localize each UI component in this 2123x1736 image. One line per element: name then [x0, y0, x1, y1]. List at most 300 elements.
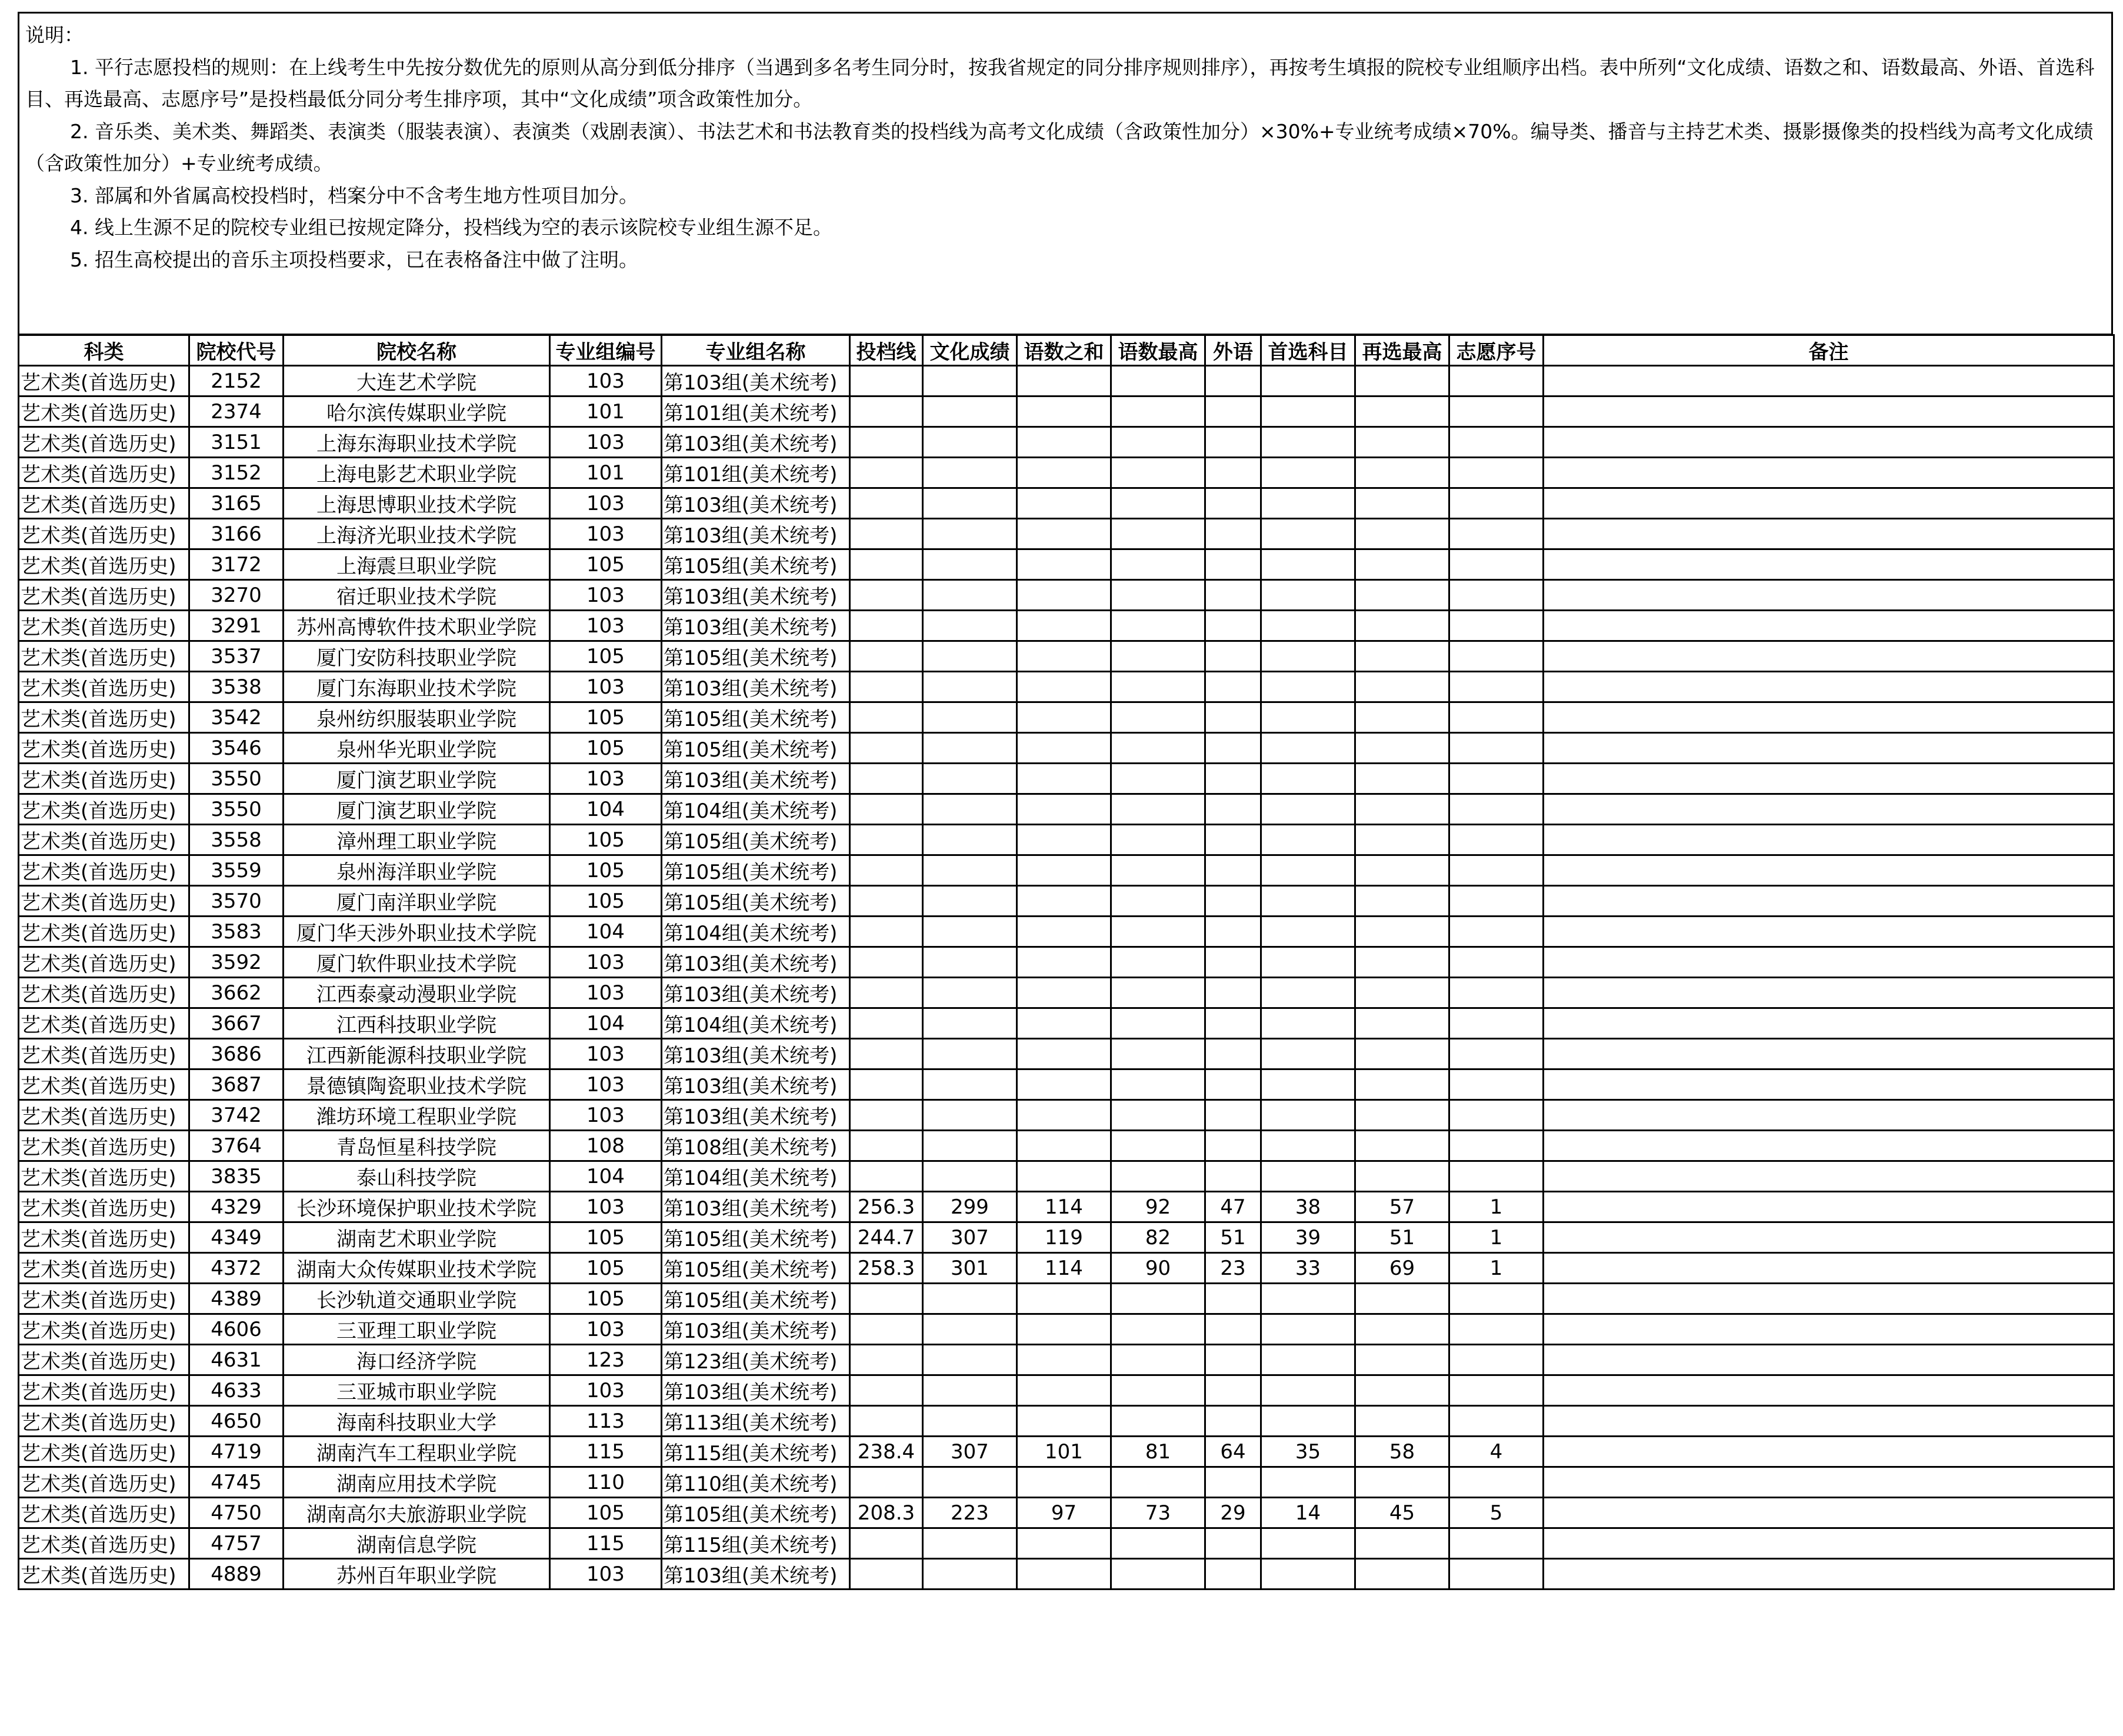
- group-name-cell: 第105组(美术统考): [662, 825, 850, 855]
- english-cell: [1205, 1131, 1261, 1161]
- second-subject-max-cell: [1355, 886, 1449, 917]
- chinese-math-sum-cell: [1017, 1406, 1111, 1437]
- category-cell: 艺术类(首选历史): [19, 733, 189, 764]
- group-code-cell: 105: [550, 1284, 662, 1314]
- school-name-cell: 哈尔滨传媒职业学院: [284, 396, 550, 427]
- culture-score-cell: 307: [923, 1437, 1017, 1467]
- remark-cell: [1544, 1161, 2114, 1192]
- school-name-cell: 江西新能源科技职业学院: [284, 1039, 550, 1069]
- table-row: [19, 733, 2114, 764]
- chinese-math-sum-cell: [1017, 702, 1111, 733]
- choice-order-cell: [1449, 794, 1544, 825]
- english-cell: 64: [1205, 1437, 1261, 1467]
- remark-cell: [1544, 1100, 2114, 1131]
- english-cell: [1205, 794, 1261, 825]
- remark-cell: [1544, 886, 2114, 917]
- culture-score-cell: [923, 1161, 1017, 1192]
- first-subject-cell: [1261, 886, 1355, 917]
- culture-score-cell: [923, 1375, 1017, 1406]
- group-code-cell: 104: [550, 1161, 662, 1192]
- chinese-math-sum-cell: [1017, 672, 1111, 702]
- culture-score-cell: [923, 458, 1017, 488]
- group-name-cell: 第103组(美术统考): [662, 978, 850, 1008]
- second-subject-max-cell: 45: [1355, 1498, 1449, 1528]
- english-cell: [1205, 764, 1261, 794]
- cutoff-score-cell: [850, 580, 923, 611]
- table-row: [19, 1528, 2114, 1559]
- culture-score-cell: 307: [923, 1222, 1017, 1253]
- culture-score-cell: [923, 1467, 1017, 1498]
- col-header: 首选科目: [1261, 335, 1355, 366]
- table-row: [19, 1253, 2114, 1284]
- group-name-cell: 第105组(美术统考): [662, 1284, 850, 1314]
- cutoff-score-cell: [850, 794, 923, 825]
- group-code-cell: 103: [550, 1039, 662, 1069]
- first-subject-cell: 14: [1261, 1498, 1355, 1528]
- choice-order-cell: [1449, 672, 1544, 702]
- group-name-cell: 第103组(美术统考): [662, 611, 850, 641]
- cutoff-score-cell: 256.3: [850, 1192, 923, 1222]
- group-name-cell: 第103组(美术统考): [662, 1559, 850, 1590]
- col-header: 志愿序号: [1449, 335, 1544, 366]
- school-name-cell: 厦门东海职业技术学院: [284, 672, 550, 702]
- chinese-math-sum-cell: [1017, 1069, 1111, 1100]
- school-name-cell: 大连艺术学院: [284, 366, 550, 396]
- remark-cell: [1544, 488, 2114, 519]
- group-name-cell: 第105组(美术统考): [662, 886, 850, 917]
- table-row: [19, 917, 2114, 947]
- english-cell: [1205, 825, 1261, 855]
- english-cell: [1205, 1069, 1261, 1100]
- remark-cell: [1544, 733, 2114, 764]
- cutoff-score-cell: [850, 764, 923, 794]
- table-row: [19, 794, 2114, 825]
- school-code-cell: 3570: [189, 886, 284, 917]
- category-cell: 艺术类(首选历史): [19, 672, 189, 702]
- school-name-cell: 海南科技职业大学: [284, 1406, 550, 1437]
- table-row: [19, 549, 2114, 580]
- culture-score-cell: [923, 1559, 1017, 1590]
- first-subject-cell: [1261, 580, 1355, 611]
- chinese-math-max-cell: [1111, 1345, 1205, 1375]
- school-name-cell: 漳州理工职业学院: [284, 825, 550, 855]
- english-cell: [1205, 611, 1261, 641]
- col-header: 科类: [19, 335, 189, 366]
- category-cell: 艺术类(首选历史): [19, 1498, 189, 1528]
- table-row: [19, 1406, 2114, 1437]
- chinese-math-sum-cell: [1017, 1039, 1111, 1069]
- chinese-math-sum-cell: [1017, 1345, 1111, 1375]
- remark-cell: [1544, 1192, 2114, 1222]
- first-subject-cell: [1261, 488, 1355, 519]
- school-code-cell: 3538: [189, 672, 284, 702]
- school-code-cell: 3687: [189, 1069, 284, 1100]
- choice-order-cell: [1449, 978, 1544, 1008]
- table-row: [19, 427, 2114, 458]
- school-name-cell: 海口经济学院: [284, 1345, 550, 1375]
- culture-score-cell: [923, 549, 1017, 580]
- english-cell: [1205, 1008, 1261, 1039]
- school-name-cell: 宿迁职业技术学院: [284, 580, 550, 611]
- school-code-cell: 4329: [189, 1192, 284, 1222]
- chinese-math-max-cell: [1111, 641, 1205, 672]
- choice-order-cell: [1449, 825, 1544, 855]
- school-name-cell: 上海思博职业技术学院: [284, 488, 550, 519]
- chinese-math-sum-cell: [1017, 855, 1111, 886]
- school-name-cell: 泉州纺织服装职业学院: [284, 702, 550, 733]
- chinese-math-max-cell: [1111, 1314, 1205, 1345]
- header-row: [19, 335, 2114, 366]
- english-cell: [1205, 549, 1261, 580]
- english-cell: 29: [1205, 1498, 1261, 1528]
- category-cell: 艺术类(首选历史): [19, 1528, 189, 1559]
- category-cell: 艺术类(首选历史): [19, 1253, 189, 1284]
- cutoff-score-cell: [850, 1284, 923, 1314]
- remark-cell: [1544, 1253, 2114, 1284]
- second-subject-max-cell: [1355, 978, 1449, 1008]
- cutoff-score-cell: [850, 1069, 923, 1100]
- group-name-cell: 第103组(美术统考): [662, 1100, 850, 1131]
- second-subject-max-cell: [1355, 396, 1449, 427]
- table-row: [19, 1161, 2114, 1192]
- chinese-math-max-cell: 92: [1111, 1192, 1205, 1222]
- group-name-cell: 第104组(美术统考): [662, 794, 850, 825]
- first-subject-cell: [1261, 1406, 1355, 1437]
- remark-cell: [1544, 855, 2114, 886]
- first-subject-cell: [1261, 855, 1355, 886]
- col-header: 备注: [1544, 335, 2114, 366]
- category-cell: 艺术类(首选历史): [19, 519, 189, 549]
- school-code-cell: 4719: [189, 1437, 284, 1467]
- culture-score-cell: 299: [923, 1192, 1017, 1222]
- category-cell: 艺术类(首选历史): [19, 1039, 189, 1069]
- group-code-cell: 105: [550, 1222, 662, 1253]
- choice-order-cell: [1449, 764, 1544, 794]
- col-header: 院校代号: [189, 335, 284, 366]
- category-cell: 艺术类(首选历史): [19, 641, 189, 672]
- chinese-math-max-cell: [1111, 396, 1205, 427]
- chinese-math-sum-cell: [1017, 366, 1111, 396]
- first-subject-cell: [1261, 1039, 1355, 1069]
- english-cell: [1205, 519, 1261, 549]
- chinese-math-max-cell: 81: [1111, 1437, 1205, 1467]
- table-row: [19, 519, 2114, 549]
- table-row: [19, 978, 2114, 1008]
- school-name-cell: 上海震旦职业学院: [284, 549, 550, 580]
- col-header: 语数之和: [1017, 335, 1111, 366]
- choice-order-cell: [1449, 488, 1544, 519]
- table-row: [19, 825, 2114, 855]
- group-name-cell: 第104组(美术统考): [662, 1008, 850, 1039]
- group-code-cell: 104: [550, 1008, 662, 1039]
- group-name-cell: 第113组(美术统考): [662, 1406, 850, 1437]
- cutoff-score-cell: [850, 917, 923, 947]
- culture-score-cell: [923, 702, 1017, 733]
- choice-order-cell: [1449, 855, 1544, 886]
- remark-cell: [1544, 1039, 2114, 1069]
- first-subject-cell: [1261, 1345, 1355, 1375]
- culture-score-cell: [923, 427, 1017, 458]
- note-item: 5. 招生高校提出的音乐主项投档要求，已在表格备注中做了注明。: [70, 248, 638, 271]
- school-name-cell: 厦门南洋职业学院: [284, 886, 550, 917]
- chinese-math-sum-cell: [1017, 1559, 1111, 1590]
- notes-title: 说明：: [25, 24, 84, 46]
- choice-order-cell: [1449, 1467, 1544, 1498]
- group-code-cell: 104: [550, 794, 662, 825]
- chinese-math-max-cell: [1111, 1284, 1205, 1314]
- remark-cell: [1544, 702, 2114, 733]
- culture-score-cell: [923, 1131, 1017, 1161]
- category-cell: 艺术类(首选历史): [19, 580, 189, 611]
- remark-cell: [1544, 1528, 2114, 1559]
- chinese-math-sum-cell: [1017, 825, 1111, 855]
- category-cell: 艺术类(首选历史): [19, 917, 189, 947]
- school-code-cell: 3742: [189, 1100, 284, 1131]
- table-row: [19, 396, 2114, 427]
- english-cell: [1205, 1314, 1261, 1345]
- group-code-cell: 123: [550, 1345, 662, 1375]
- chinese-math-max-cell: [1111, 1100, 1205, 1131]
- chinese-math-sum-cell: [1017, 580, 1111, 611]
- culture-score-cell: [923, 855, 1017, 886]
- chinese-math-max-cell: 90: [1111, 1253, 1205, 1284]
- second-subject-max-cell: [1355, 458, 1449, 488]
- first-subject-cell: [1261, 1069, 1355, 1100]
- chinese-math-sum-cell: 114: [1017, 1253, 1111, 1284]
- english-cell: [1205, 396, 1261, 427]
- english-cell: [1205, 641, 1261, 672]
- chinese-math-sum-cell: [1017, 764, 1111, 794]
- remark-cell: [1544, 1008, 2114, 1039]
- english-cell: [1205, 672, 1261, 702]
- cutoff-score-cell: [850, 1131, 923, 1161]
- cutoff-score-cell: 208.3: [850, 1498, 923, 1528]
- culture-score-cell: [923, 794, 1017, 825]
- school-code-cell: 4745: [189, 1467, 284, 1498]
- english-cell: [1205, 1559, 1261, 1590]
- group-code-cell: 105: [550, 1498, 662, 1528]
- cutoff-score-cell: [850, 611, 923, 641]
- school-name-cell: 厦门演艺职业学院: [284, 794, 550, 825]
- school-name-cell: 湖南艺术职业学院: [284, 1222, 550, 1253]
- culture-score-cell: [923, 733, 1017, 764]
- school-name-cell: 厦门软件职业技术学院: [284, 947, 550, 978]
- chinese-math-sum-cell: [1017, 1467, 1111, 1498]
- table-row: [19, 1222, 2114, 1253]
- chinese-math-max-cell: [1111, 549, 1205, 580]
- group-name-cell: 第105组(美术统考): [662, 733, 850, 764]
- choice-order-cell: [1449, 549, 1544, 580]
- second-subject-max-cell: [1355, 855, 1449, 886]
- group-name-cell: 第103组(美术统考): [662, 1375, 850, 1406]
- chinese-math-max-cell: [1111, 733, 1205, 764]
- chinese-math-max-cell: [1111, 855, 1205, 886]
- group-name-cell: 第103组(美术统考): [662, 947, 850, 978]
- second-subject-max-cell: [1355, 1559, 1449, 1590]
- cutoff-score-cell: [850, 1406, 923, 1437]
- category-cell: 艺术类(首选历史): [19, 1069, 189, 1100]
- group-code-cell: 103: [550, 1069, 662, 1100]
- second-subject-max-cell: 57: [1355, 1192, 1449, 1222]
- first-subject-cell: 39: [1261, 1222, 1355, 1253]
- first-subject-cell: 35: [1261, 1437, 1355, 1467]
- second-subject-max-cell: 51: [1355, 1222, 1449, 1253]
- english-cell: [1205, 947, 1261, 978]
- cutoff-score-cell: [850, 488, 923, 519]
- school-code-cell: 4889: [189, 1559, 284, 1590]
- school-code-cell: 3165: [189, 488, 284, 519]
- school-code-cell: 3542: [189, 702, 284, 733]
- chinese-math-max-cell: [1111, 825, 1205, 855]
- school-name-cell: 上海电影艺术职业学院: [284, 458, 550, 488]
- second-subject-max-cell: [1355, 580, 1449, 611]
- choice-order-cell: [1449, 611, 1544, 641]
- group-name-cell: 第105组(美术统考): [662, 641, 850, 672]
- table-row: [19, 1192, 2114, 1222]
- choice-order-cell: [1449, 1406, 1544, 1437]
- choice-order-cell: 1: [1449, 1253, 1544, 1284]
- cutoff-score-cell: [850, 1100, 923, 1131]
- remark-cell: [1544, 396, 2114, 427]
- remark-cell: [1544, 947, 2114, 978]
- school-code-cell: 4650: [189, 1406, 284, 1437]
- first-subject-cell: [1261, 1100, 1355, 1131]
- table-row: [19, 947, 2114, 978]
- table-row: [19, 458, 2114, 488]
- school-code-cell: 3270: [189, 580, 284, 611]
- note-item: 4. 线上生源不足的院校专业组已按规定降分，投档线为空的表示该院校专业组生源不足。: [70, 216, 832, 239]
- school-code-cell: 3546: [189, 733, 284, 764]
- school-code-cell: 3583: [189, 917, 284, 947]
- english-cell: [1205, 458, 1261, 488]
- cutoff-score-cell: [850, 1467, 923, 1498]
- group-name-cell: 第103组(美术统考): [662, 1069, 850, 1100]
- cutoff-score-cell: 238.4: [850, 1437, 923, 1467]
- remark-cell: [1544, 519, 2114, 549]
- first-subject-cell: [1261, 1467, 1355, 1498]
- culture-score-cell: [923, 488, 1017, 519]
- category-cell: 艺术类(首选历史): [19, 396, 189, 427]
- second-subject-max-cell: [1355, 672, 1449, 702]
- chinese-math-max-cell: [1111, 794, 1205, 825]
- chinese-math-max-cell: [1111, 1131, 1205, 1161]
- school-code-cell: 3291: [189, 611, 284, 641]
- english-cell: [1205, 1284, 1261, 1314]
- culture-score-cell: 301: [923, 1253, 1017, 1284]
- choice-order-cell: [1449, 458, 1544, 488]
- group-code-cell: 104: [550, 917, 662, 947]
- group-code-cell: 103: [550, 611, 662, 641]
- category-cell: 艺术类(首选历史): [19, 488, 189, 519]
- group-name-cell: 第103组(美术统考): [662, 519, 850, 549]
- school-code-cell: 3166: [189, 519, 284, 549]
- chinese-math-sum-cell: [1017, 1528, 1111, 1559]
- table-row: [19, 1375, 2114, 1406]
- first-subject-cell: 33: [1261, 1253, 1355, 1284]
- category-cell: 艺术类(首选历史): [19, 366, 189, 396]
- school-name-cell: 湖南信息学院: [284, 1528, 550, 1559]
- english-cell: [1205, 488, 1261, 519]
- group-code-cell: 103: [550, 1314, 662, 1345]
- english-cell: [1205, 1467, 1261, 1498]
- remark-cell: [1544, 1131, 2114, 1161]
- category-cell: 艺术类(首选历史): [19, 1222, 189, 1253]
- english-cell: [1205, 1345, 1261, 1375]
- second-subject-max-cell: [1355, 1100, 1449, 1131]
- english-cell: [1205, 733, 1261, 764]
- cutoff-score-cell: [850, 427, 923, 458]
- remark-cell: [1544, 794, 2114, 825]
- remark-cell: [1544, 825, 2114, 855]
- school-name-cell: 湖南高尔夫旅游职业学院: [284, 1498, 550, 1528]
- chinese-math-max-cell: [1111, 1559, 1205, 1590]
- second-subject-max-cell: [1355, 1008, 1449, 1039]
- second-subject-max-cell: [1355, 519, 1449, 549]
- english-cell: 51: [1205, 1222, 1261, 1253]
- chinese-math-sum-cell: [1017, 641, 1111, 672]
- choice-order-cell: [1449, 641, 1544, 672]
- remark-cell: [1544, 1375, 2114, 1406]
- school-code-cell: 3172: [189, 549, 284, 580]
- choice-order-cell: [1449, 917, 1544, 947]
- group-code-cell: 101: [550, 396, 662, 427]
- remark-cell: [1544, 1406, 2114, 1437]
- group-name-cell: 第103组(美术统考): [662, 580, 850, 611]
- group-code-cell: 105: [550, 733, 662, 764]
- group-code-cell: 103: [550, 1559, 662, 1590]
- group-name-cell: 第103组(美术统考): [662, 1192, 850, 1222]
- group-name-cell: 第108组(美术统考): [662, 1131, 850, 1161]
- first-subject-cell: [1261, 733, 1355, 764]
- english-cell: [1205, 1375, 1261, 1406]
- choice-order-cell: [1449, 366, 1544, 396]
- choice-order-cell: [1449, 1528, 1544, 1559]
- cutoff-score-cell: 244.7: [850, 1222, 923, 1253]
- english-cell: [1205, 366, 1261, 396]
- chinese-math-sum-cell: 97: [1017, 1498, 1111, 1528]
- chinese-math-max-cell: [1111, 1039, 1205, 1069]
- group-code-cell: 110: [550, 1467, 662, 1498]
- second-subject-max-cell: [1355, 366, 1449, 396]
- table-row: [19, 1100, 2114, 1131]
- culture-score-cell: [923, 886, 1017, 917]
- group-code-cell: 105: [550, 825, 662, 855]
- choice-order-cell: [1449, 1284, 1544, 1314]
- culture-score-cell: [923, 1039, 1017, 1069]
- table-row: [19, 1131, 2114, 1161]
- school-code-cell: 3151: [189, 427, 284, 458]
- school-code-cell: 4750: [189, 1498, 284, 1528]
- first-subject-cell: [1261, 947, 1355, 978]
- category-cell: 艺术类(首选历史): [19, 1559, 189, 1590]
- school-name-cell: 长沙环境保护职业技术学院: [284, 1192, 550, 1222]
- school-name-cell: 上海济光职业技术学院: [284, 519, 550, 549]
- second-subject-max-cell: [1355, 1528, 1449, 1559]
- second-subject-max-cell: [1355, 825, 1449, 855]
- choice-order-cell: [1449, 1345, 1544, 1375]
- english-cell: [1205, 917, 1261, 947]
- culture-score-cell: [923, 1345, 1017, 1375]
- table-row: [19, 1039, 2114, 1069]
- culture-score-cell: 223: [923, 1498, 1017, 1528]
- school-code-cell: 3667: [189, 1008, 284, 1039]
- second-subject-max-cell: [1355, 427, 1449, 458]
- chinese-math-max-cell: [1111, 611, 1205, 641]
- first-subject-cell: [1261, 366, 1355, 396]
- choice-order-cell: [1449, 1375, 1544, 1406]
- culture-score-cell: [923, 947, 1017, 978]
- chinese-math-max-cell: [1111, 764, 1205, 794]
